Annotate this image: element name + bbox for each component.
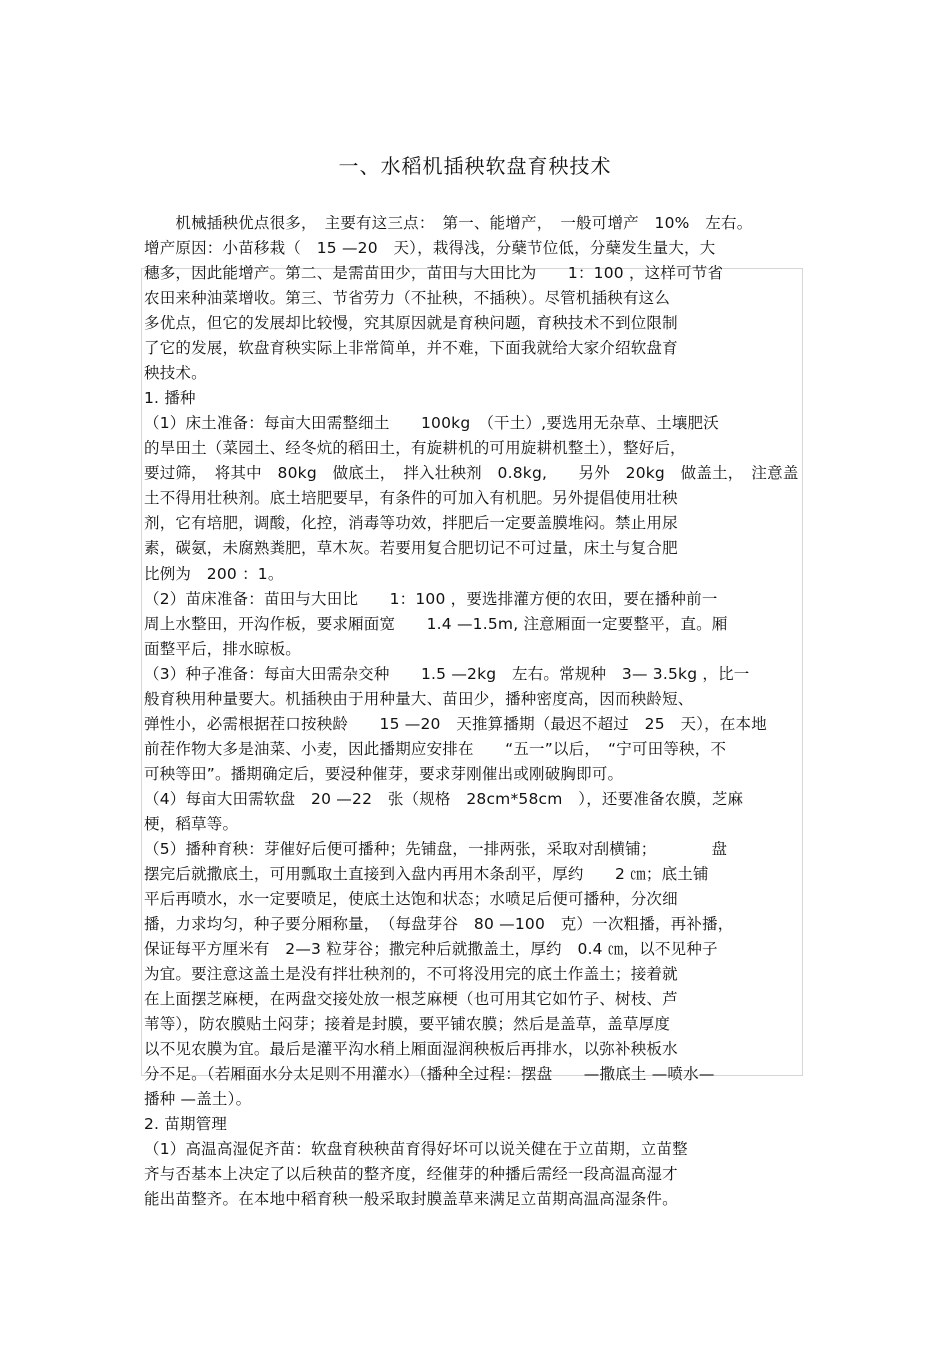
- body-text-line: 机械插秧优点很多， 主要有这三点： 第一、能增产， 一般可增产 10% 左右。: [144, 214, 753, 232]
- body-text-line: 播种 —盖土）。: [144, 1090, 252, 1108]
- body-text-line: （3）种子准备：每亩大田需杂交种 1.5 —2kg 左右。常规种 3— 3.5kg ，比一: [144, 665, 750, 683]
- body-text-line: 周上水整田，开沟作板，要求厢面宽 1.4 —1.5m, 注意厢面一定要整平，直。厢: [144, 615, 728, 633]
- body-text-line: 苇等），防农膜贴土闷芽；接着是封膜，要平铺农膜；然后是盖草，盖草厚度: [144, 1015, 671, 1033]
- body-text-line: 可秧等田”。播期确定后，要浸种催芽，要求芽刚催出或刚破胸即可。: [144, 765, 624, 783]
- body-text-line: 比例为 200 ：1。: [144, 565, 284, 583]
- body-text-line: 秧技术。: [144, 364, 207, 382]
- body-text-line: 了它的发展，软盘育秧实际上非常简单，并不难，下面我就给大家介绍软盘育: [144, 339, 678, 357]
- body-text-line: 以不见农膜为宜。最后是灌平沟水稍上厢面湿润秧板后再排水，以弥补秧板水: [144, 1040, 678, 1058]
- body-text-line: 增产原因：小苗移栽（ 15 —20 天），栽得浅，分蘖节位低，分蘖发生量大，大: [144, 239, 716, 257]
- body-text-line: 剂，它有培肥，调酸，化控，消毒等功效，拌肥后一定要盖膜堆闷。禁止用尿: [144, 514, 678, 532]
- body-text-line: 农田来种油菜增收。第三、节省劳力（不扯秧，不插秧）。尽管机插秧有这么: [144, 289, 671, 307]
- body-text-line: 1. 播种: [144, 389, 196, 407]
- document-title: 一、水稻机插秧软盘育秧技术: [338, 154, 612, 178]
- body-text-line: 弹性小，必需根据茬口按秧龄 15 —20 天推算播期（最迟不超过 25 天），在本地: [144, 715, 767, 733]
- body-text-line: 的旱田土（菜园土、经冬炕的稻田土，有旋耕机的可用旋耕机整土），整好后，: [144, 439, 686, 457]
- body-text-line: 2. 苗期管理: [144, 1115, 228, 1133]
- body-text-line: 要过筛， 将其中 80kg 做底土， 拌入壮秧剂 0.8kg, 另外 20kg 做盖土， 注意盖: [144, 464, 799, 482]
- body-text-line: 般育秧用种量要大。机插秧由于用种量大、苗田少，播种密度高，因而秧龄短、: [144, 690, 694, 708]
- body-text-line: （2）苗床准备：苗田与大田比 1：100 ，要选排灌方便的农田，要在播种前一: [144, 590, 718, 608]
- body-text-line: （4）每亩大田需软盘 20 —22 张（规格 28cm*58cm ），还要准备农膜，芝麻: [144, 790, 744, 808]
- body-text-line: 分不足。（若厢面水分太足则不用灌水）（播种全过程：摆盘 —撒底土 —喷水—: [144, 1065, 715, 1083]
- body-text-line: 前茬作物大多是油菜、小麦，因此播期应安排在 “五一”以后， “宁可田等秧，不: [144, 740, 727, 758]
- body-text-line: 穗多，因此能增产。第二、是需苗田少，苗田与大田比为 1：100 ，这样可节省: [144, 264, 724, 282]
- body-text-line: （1）高温高湿促齐苗：软盘育秧秧苗育得好坏可以说关健在于立苗期，立苗整: [144, 1140, 688, 1158]
- body-text-line: 多优点，但它的发展却比较慢，究其原因就是育秧问题，育秧技术不到位限制: [144, 314, 678, 332]
- body-text-line: 为宜。要注意这盖土是没有拌壮秧剂的，不可将没用完的底土作盖土；接着就: [144, 965, 678, 983]
- body-text-line: 播，力求均匀，种子要分厢称量， （每盘芽谷 80 —100 克）一次粗播，再补播，: [144, 915, 734, 933]
- body-text-line: 土不得用壮秧剂。底土培肥要早，有条件的可加入有机肥。另外提倡使用壮秧: [144, 489, 678, 507]
- body-text-line: （1）床土准备：每亩大田需整细土 100kg （干土）,要选用无杂草、土壤肥沃: [144, 414, 719, 432]
- body-text-line: 在上面摆芝麻梗，在两盘交接处放一根芝麻梗（也可用其它如竹子、树枝、芦: [144, 990, 678, 1008]
- body-text-line: 摆完后就撒底土，可用瓢取土直接到入盘内再用木条刮平，厚约 2 ㎝；底土铺: [144, 865, 709, 883]
- body-text-line: （5）播种育秧：芽催好后便可播种；先铺盘，一排两张，采取对刮横铺； 盘: [144, 840, 728, 858]
- body-text-line: 平后再喷水，水一定要喷足，使底土达饱和状态；水喷足后便可播种，分次细: [144, 890, 678, 908]
- body-text-line: 面整平后，排水晾板。: [144, 640, 302, 658]
- body-text-line: 保证每平方厘米有 2—3 粒芽谷；撒完种后就撒盖土，厚约 0.4 ㎝，以不见种子: [144, 940, 718, 958]
- body-text-line: 齐与否基本上决定了以后秧苗的整齐度，经催芽的种播后需经一段高温高湿才: [144, 1165, 678, 1183]
- body-text-line: 能出苗整齐。在本地中稻育秧一般采取封膜盖草来满足立苗期高温高湿条件。: [144, 1190, 678, 1208]
- body-text-line: 梗，稻草等。: [144, 815, 239, 833]
- body-text-line: 素，碳氨，未腐熟粪肥，草木灰。若要用复合肥切记不可过量，床土与复合肥: [144, 539, 678, 557]
